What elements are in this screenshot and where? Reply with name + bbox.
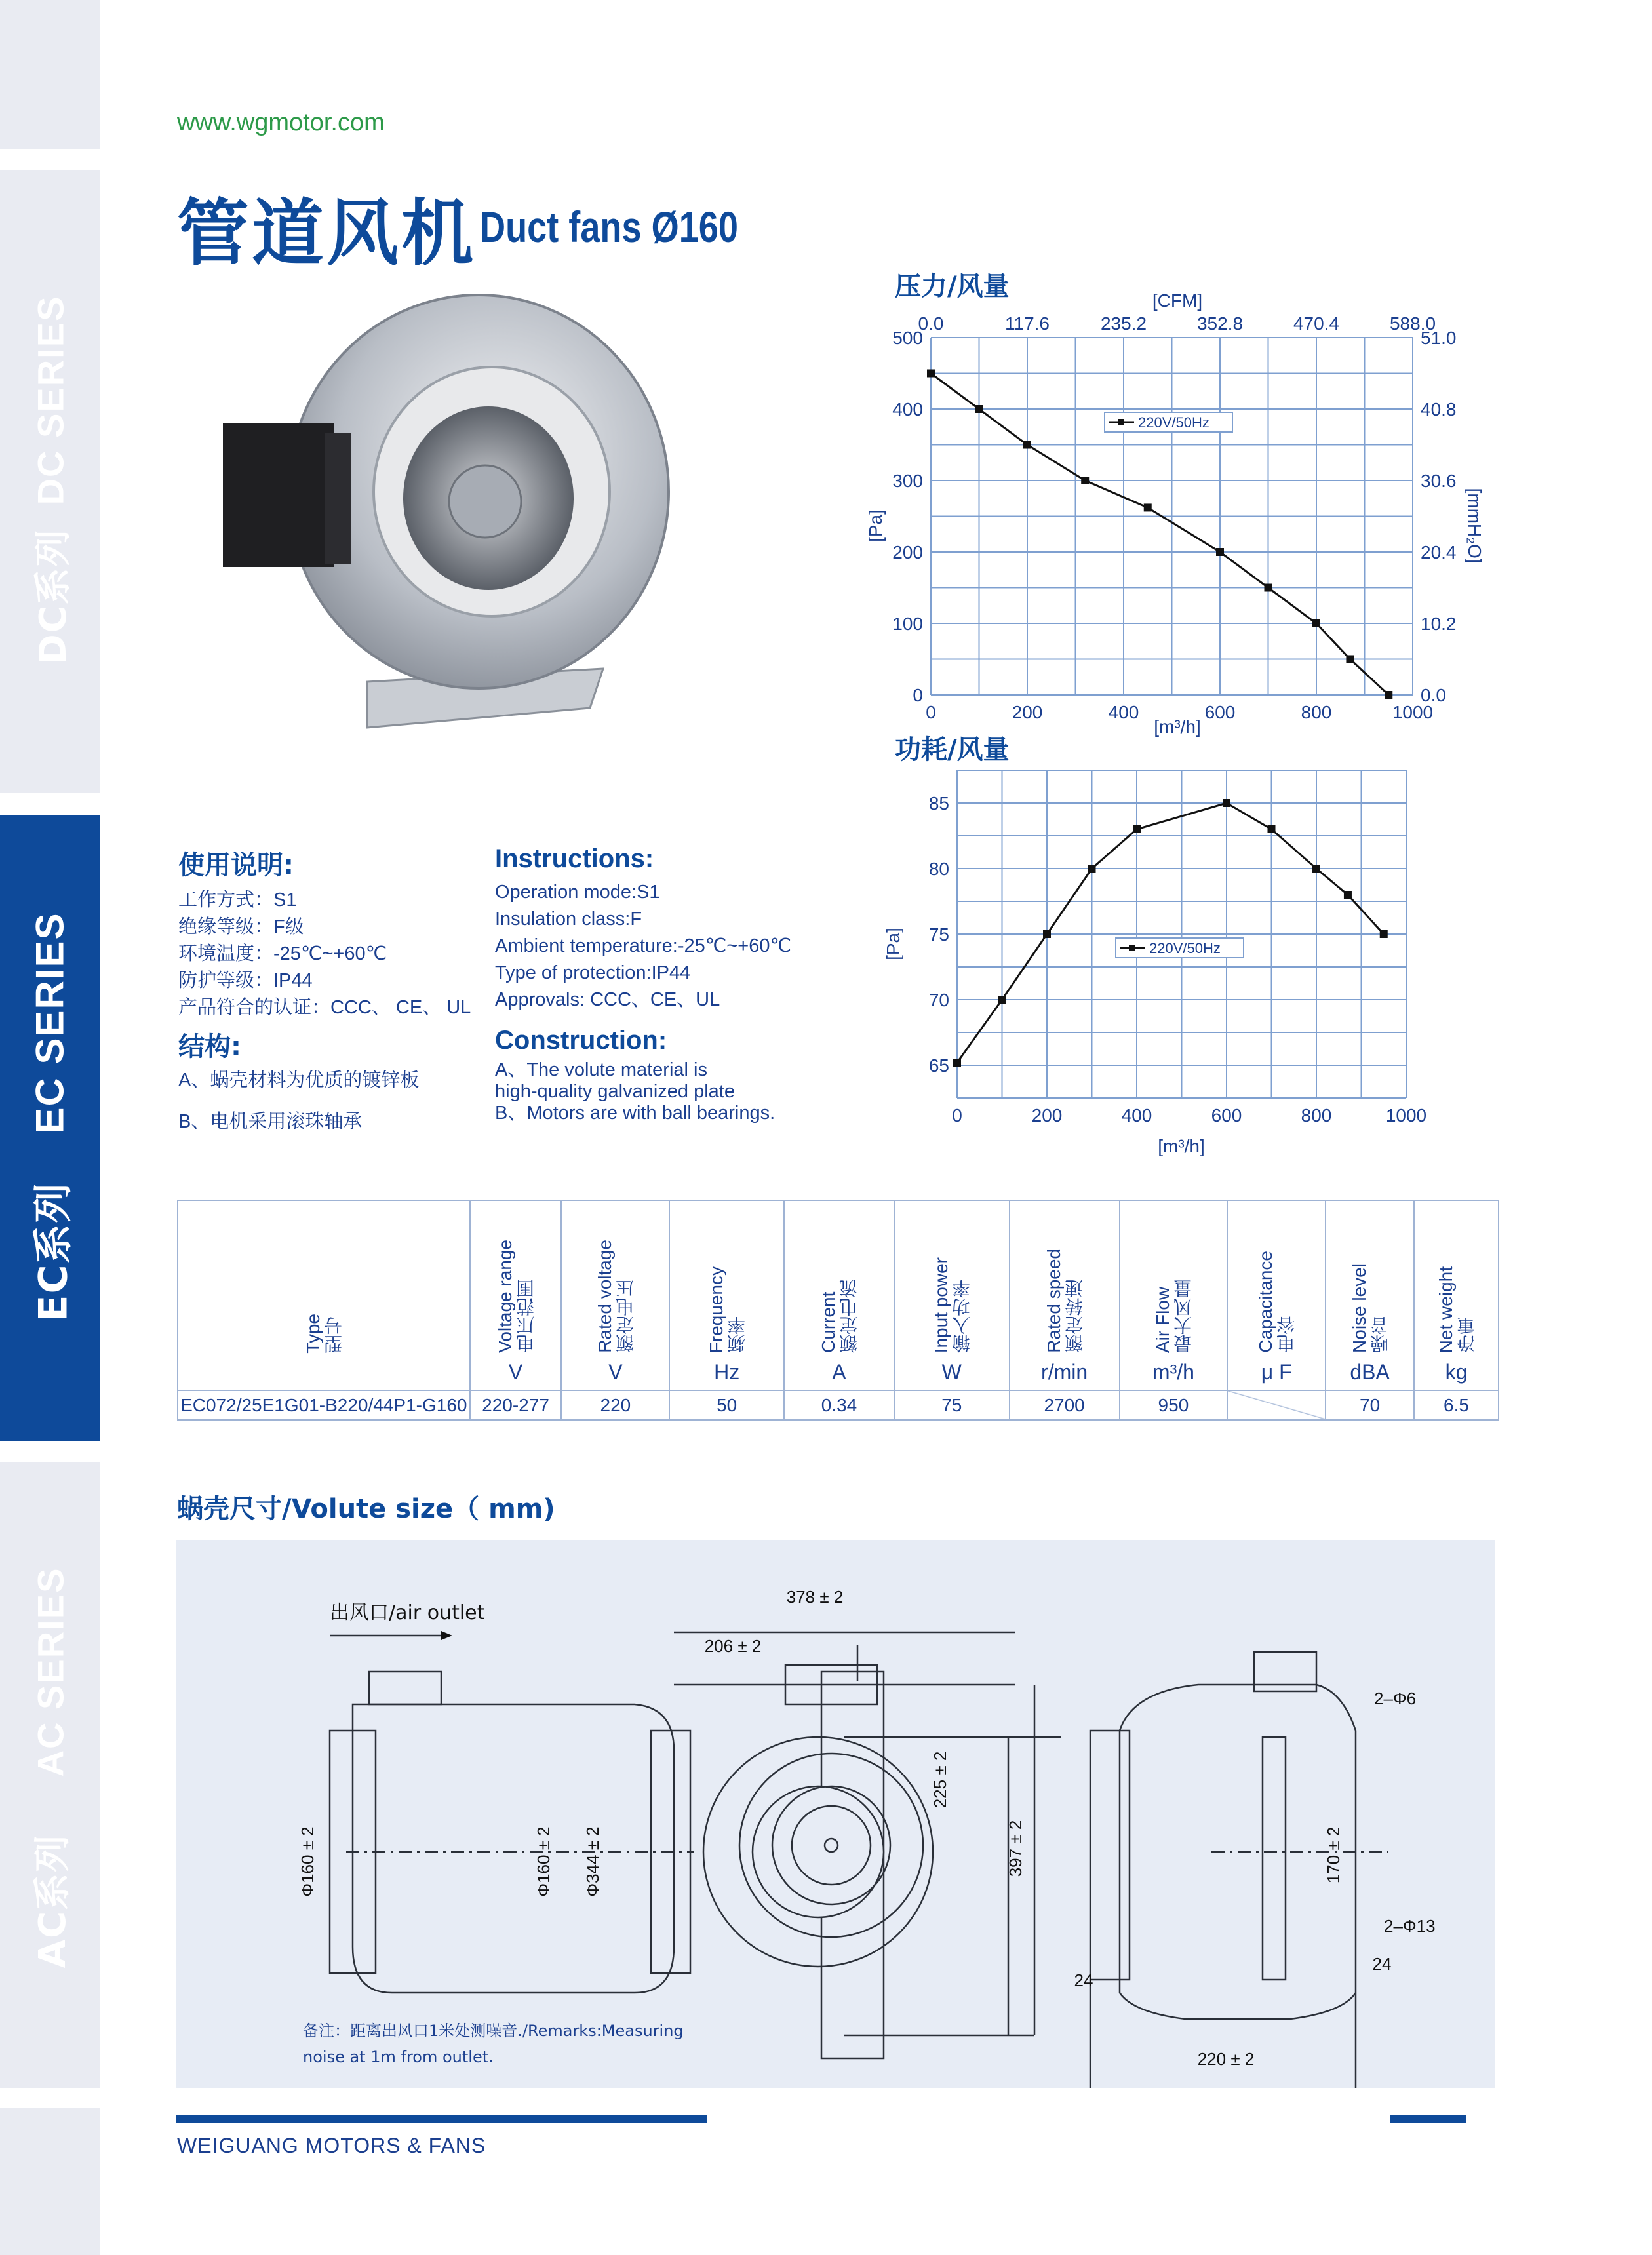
header-frequency: Frequency 频率 Hz	[669, 1200, 784, 1390]
sidebar-ac-en: AC SERIES	[30, 1567, 71, 1776]
y-tick-label: 100	[892, 614, 923, 634]
y-tick-label: 500	[892, 328, 923, 348]
data-point	[975, 405, 983, 413]
cell-type: EC072/25E1G01-B220/44P1-G160	[178, 1390, 470, 1420]
instructions-cn-line: 产品符合的认证：CCC、 CE、 UL	[178, 997, 471, 1018]
outlet-label: 出风口/air outlet	[330, 1601, 485, 1624]
duct-fan-product-illustration	[210, 275, 682, 747]
chart-power-xlabel: [m³/h]	[1158, 1136, 1205, 1156]
instructions-en-line: Operation mode:S1	[495, 882, 660, 903]
construction-en-heading: Construction:	[495, 1026, 667, 1055]
instructions-en-line: Ambient temperature:-25℃~+60℃	[495, 935, 792, 956]
power-flow-chart	[852, 760, 1495, 1167]
instructions-en	[495, 844, 791, 1013]
x-tick-label: 1000	[1392, 702, 1434, 722]
x-tick-label: 400	[1108, 702, 1139, 722]
cell-air-flow: 950	[1120, 1390, 1228, 1420]
top-tick-label: 117.6	[1005, 313, 1050, 334]
construction-en-line: high-quality galvanized plate	[495, 1081, 735, 1102]
dim-d160-left: Φ160 ± 2	[298, 1826, 317, 1897]
right-tick-label: 40.8	[1421, 399, 1457, 420]
chart-pressure-ylabel: [Pa]	[865, 509, 886, 542]
dim-h170: 170 ± 2	[1324, 1826, 1343, 1884]
header-air-flow: Air Flow 最大风量 m³/h	[1120, 1200, 1228, 1390]
data-point	[1088, 865, 1096, 873]
sidebar-dc-en: DC SERIES	[30, 295, 71, 505]
header-capacitance: Capacitance 电容 μ F	[1227, 1200, 1326, 1390]
volute-remark-line-2: noise at 1m from outlet.	[303, 2048, 494, 2066]
cell-input-power: 75	[894, 1390, 1010, 1420]
data-point	[1385, 691, 1392, 699]
construction-en	[495, 1026, 775, 1124]
x-tick-label: 800	[1301, 702, 1332, 722]
data-point	[1312, 619, 1320, 627]
chart-pressure-legend	[1105, 412, 1232, 432]
data-point	[1344, 891, 1352, 899]
cell-frequency: 50	[669, 1390, 784, 1420]
right-tick-label: 0.0	[1421, 685, 1446, 705]
header-voltage-range: Voltage range 电压范围 V	[470, 1200, 562, 1390]
right-tick-label: 20.4	[1421, 542, 1457, 562]
construction-cn-line: B、电机采用滚珠轴承	[178, 1111, 363, 1132]
spec-table-row	[178, 1390, 1499, 1420]
dim-w24-right: 24	[1372, 1954, 1392, 1974]
cell-current: 0.34	[784, 1390, 894, 1420]
top-tick-label: 352.8	[1196, 313, 1244, 334]
dim-holes-13: 2–Φ13	[1384, 1916, 1436, 1936]
right-tick-label: 10.2	[1421, 614, 1457, 634]
construction-cn-heading: 结构:	[178, 1032, 241, 1062]
data-point	[1312, 865, 1320, 873]
instructions-en-line: Type of protection:IP44	[495, 962, 691, 983]
dim-w378: 378 ± 2	[786, 1587, 844, 1607]
chart-pressure-xlabel: [m³/h]	[1154, 716, 1201, 737]
spec-table	[177, 1200, 1499, 1421]
series-sidebar	[0, 0, 100, 2255]
cell-noise-level: 70	[1326, 1390, 1414, 1420]
dim-h397: 397 ± 2	[1006, 1820, 1025, 1877]
header-type: Type 型号	[178, 1200, 470, 1390]
instructions-cn-line: 防护等级：IP44	[178, 970, 313, 991]
instructions-cn-heading: 使用说明:	[178, 850, 294, 880]
construction-cn-line: A、蜗壳材料为优质的镀锌板	[178, 1070, 420, 1091]
chart-power-title: 功耗/风量	[895, 735, 1010, 765]
data-point	[1216, 548, 1224, 556]
x-tick-label: 600	[1204, 702, 1236, 722]
spec-table-header-row	[178, 1200, 1499, 1390]
website-url: www.wgmotor.com	[177, 109, 385, 136]
header-net-weight: Net weight 净重 kg	[1414, 1200, 1499, 1390]
dim-h225: 225 ± 2	[930, 1751, 950, 1809]
chart-pressure-title: 压力/风量	[895, 271, 1010, 302]
cell-rated-voltage: 220	[561, 1390, 669, 1420]
data-point	[953, 1059, 961, 1067]
chart-power-legend	[1116, 938, 1244, 958]
y-tick-label: 400	[892, 399, 923, 420]
sidebar-ec-en: EC SERIES	[28, 911, 73, 1134]
instructions-en-heading: Instructions:	[495, 844, 654, 873]
cell-capacitance	[1227, 1390, 1326, 1420]
sidebar-ec-cn: EC系列	[30, 1182, 77, 1322]
x-tick-label: 0	[952, 1105, 962, 1126]
chart-pressure-legend-label: 220V/50Hz	[1138, 414, 1210, 431]
construction-en-line: A、The volute material is	[495, 1059, 707, 1080]
footer-bar-left	[176, 2115, 707, 2123]
page-title-cn: 管道风机	[177, 191, 476, 275]
y-tick-label: 85	[928, 793, 949, 814]
data-point	[1081, 477, 1089, 484]
dim-d344: Φ344 ± 2	[583, 1826, 602, 1897]
pressure-flow-chart	[852, 288, 1495, 760]
cell-net-weight: 6.5	[1414, 1390, 1499, 1420]
x-tick-label: 200	[1012, 702, 1043, 722]
footer-bar-right	[1390, 2115, 1466, 2123]
top-tick-label: 470.4	[1293, 313, 1340, 334]
instructions-en-line: Insulation class:F	[495, 909, 642, 930]
instructions-cn-line: 环境温度：-25℃~+60℃	[178, 943, 387, 964]
data-point	[1265, 584, 1272, 592]
dim-w206: 206 ± 2	[704, 1636, 762, 1656]
x-tick-label: 0	[926, 702, 936, 722]
cell-voltage-range: 220-277	[470, 1390, 562, 1420]
data-point	[1380, 930, 1388, 938]
right-tick-label: 30.6	[1421, 471, 1457, 491]
top-tick-label: 235.2	[1100, 313, 1147, 334]
y-tick-label: 65	[928, 1055, 949, 1076]
cell-rated-speed: 2700	[1010, 1390, 1120, 1420]
top-tick-label: 0.0	[918, 313, 944, 334]
header-current: Current 额定电流 A	[784, 1200, 894, 1390]
chart-power-ylabel: [Pa]	[883, 928, 903, 960]
chart-pressure-top-axis-label: [CFM]	[1152, 290, 1203, 311]
y-tick-label: 200	[892, 542, 923, 562]
chart-pressure-right-axis-label: [mmH₂O]	[1465, 488, 1485, 564]
volute-size-title: 蜗壳尺寸/Volute size（ mm)	[177, 1494, 555, 1524]
data-point	[927, 370, 935, 378]
instructions-cn-line: 工作方式：S1	[178, 890, 297, 911]
page-title-en: Duct fans Ø160	[480, 203, 739, 251]
data-point	[998, 996, 1006, 1004]
data-point	[1043, 930, 1051, 938]
dim-d160-right: Φ160 ± 2	[534, 1826, 553, 1897]
header-rated-speed: Rated speed 额定转速 r/min	[1010, 1200, 1120, 1390]
y-tick-label: 300	[892, 471, 923, 491]
data-point	[1133, 825, 1141, 833]
x-tick-label: 400	[1121, 1105, 1152, 1126]
instructions-cn	[178, 844, 471, 1021]
footer-company-name: WEIGUANG MOTORS & FANS	[177, 2134, 486, 2157]
dim-w220: 220 ± 2	[1197, 2049, 1255, 2069]
instructions-cn-line: 绝缘等级：F级	[178, 916, 304, 937]
instructions-en-line: Approvals: CCC、CE、UL	[495, 989, 720, 1010]
dim-holes-6: 2–Φ6	[1374, 1689, 1417, 1708]
sidebar-top-block	[0, 0, 100, 149]
volute-remark-line-1: 备注：距离出风口1米处测噪音./Remarks:Measuring	[303, 2022, 684, 2040]
header-noise-level: Noise level 噪音 dBA	[1326, 1200, 1414, 1390]
top-tick-label: 588.0	[1389, 313, 1436, 334]
sidebar-bottom-block	[0, 2108, 100, 2255]
header-input-power: Input power 输入功率 W	[894, 1200, 1010, 1390]
x-tick-label: 200	[1031, 1105, 1063, 1126]
series-line	[957, 803, 1384, 1063]
volute-remark	[303, 2018, 684, 2070]
data-point	[1144, 503, 1152, 511]
sidebar-ac-cn: AC系列	[31, 1833, 75, 1969]
y-tick-label: 70	[928, 990, 949, 1010]
data-point	[1223, 799, 1230, 807]
construction-cn	[178, 1026, 419, 1135]
dim-w24-left: 24	[1074, 1971, 1093, 1990]
y-tick-label: 75	[928, 924, 949, 945]
y-tick-label: 80	[928, 859, 949, 879]
chart-power-legend-label: 220V/50Hz	[1149, 940, 1221, 956]
x-tick-label: 600	[1211, 1105, 1242, 1126]
construction-en-line: B、Motors are with ball bearings.	[495, 1103, 776, 1124]
right-tick-label: 51.0	[1421, 328, 1457, 348]
x-tick-label: 1000	[1385, 1105, 1427, 1126]
header-rated-voltage: Rated voltage 额定电压 V	[561, 1200, 669, 1390]
data-point	[1023, 441, 1031, 449]
data-point	[1346, 656, 1354, 663]
y-tick-label: 0	[913, 685, 923, 705]
data-point	[1268, 825, 1276, 833]
sidebar-dc-cn: DC系列	[31, 528, 75, 665]
x-tick-label: 800	[1301, 1105, 1332, 1126]
volute-technical-drawing	[176, 1540, 1495, 2088]
